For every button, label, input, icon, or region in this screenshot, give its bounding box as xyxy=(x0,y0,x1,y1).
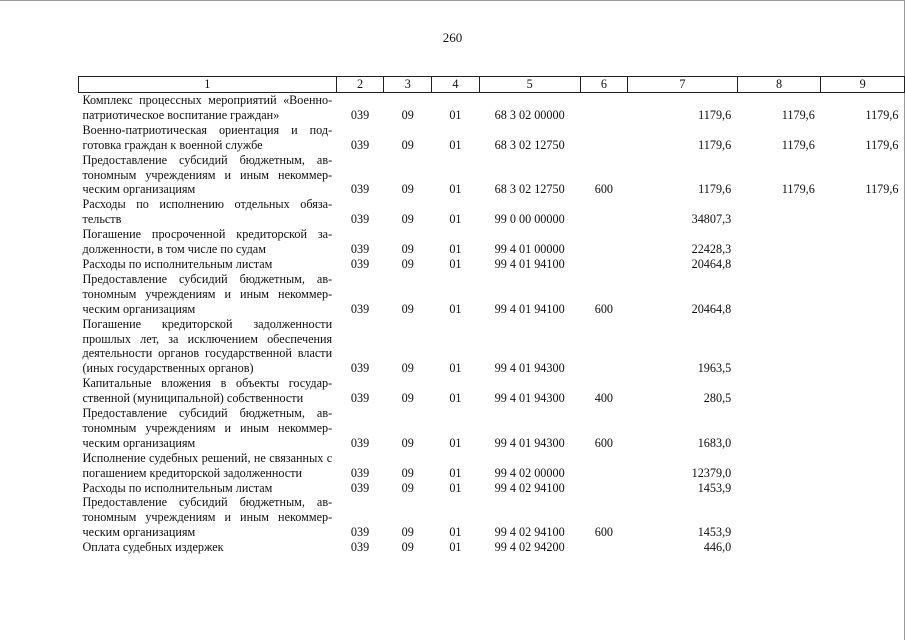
code-admin: 039 xyxy=(350,465,370,480)
column-header: 9 xyxy=(821,77,905,93)
row-name: Предоставление субсидий бюджетным, автономным учреждениям и иным некоммерческим организациям xyxy=(82,152,333,197)
amount-year-3 xyxy=(821,257,905,272)
amount-year-2: 1179,6 xyxy=(781,137,815,152)
amount-year-1: 34807,3 xyxy=(691,212,732,227)
code-expense-type xyxy=(580,93,628,123)
row-name: Расходы по исполнительным листам xyxy=(82,256,273,271)
table-row xyxy=(79,540,905,555)
code-target: 99 4 02 94200 xyxy=(494,540,565,555)
row-name: Комплекс процессных мероприятий «Военно-патриотическое воспитание граждан» xyxy=(82,93,333,122)
code-section: 09 xyxy=(401,212,414,227)
code-section: 09 xyxy=(401,256,414,271)
page-number: 260 xyxy=(442,30,463,45)
code-subsection: 01 xyxy=(449,182,462,197)
amount-year-1: 1453,9 xyxy=(697,525,732,540)
amount-year-3 xyxy=(821,451,905,481)
code-target: 68 3 02 12750 xyxy=(494,137,565,152)
amount-year-1: 1453,9 xyxy=(697,480,732,495)
amount-year-1: 12379,0 xyxy=(691,465,732,480)
amount-year-3 xyxy=(821,495,905,540)
code-admin: 039 xyxy=(350,525,370,540)
code-admin: 039 xyxy=(350,242,370,257)
amount-year-2 xyxy=(737,227,821,257)
code-expense-type xyxy=(580,227,628,257)
code-subsection: 01 xyxy=(449,107,462,122)
row-name: Предоставление субсидий бюджетным, автономным учреждениям и иным некоммерческим организациям xyxy=(82,271,333,316)
code-target: 99 4 02 94100 xyxy=(494,480,565,495)
code-admin: 039 xyxy=(350,256,370,271)
code-admin: 039 xyxy=(350,361,370,376)
code-expense-type xyxy=(580,540,628,555)
code-expense-type xyxy=(580,257,628,272)
table-row xyxy=(79,376,905,406)
amount-year-2 xyxy=(737,495,821,540)
code-expense-type xyxy=(580,317,628,377)
amount-year-1: 280,5 xyxy=(703,391,732,406)
amount-year-2: 1179,6 xyxy=(781,182,815,197)
row-name: Предоставление субсидий бюджетным, автономным учреждениям и иным некоммерческим организациям xyxy=(82,495,333,540)
column-header: 8 xyxy=(737,77,821,93)
code-subsection: 01 xyxy=(449,137,462,152)
row-name: Исполнение судебных решений, не связанных с погашением кредиторской задолженности xyxy=(82,450,333,480)
amount-year-1: 20464,8 xyxy=(691,256,732,271)
code-target: 99 4 02 00000 xyxy=(494,465,565,480)
amount-year-1: 1179,6 xyxy=(698,137,732,152)
row-name: Расходы по исполнению отдельных обязательств xyxy=(82,197,333,227)
column-header: 1 xyxy=(79,77,337,93)
amount-year-2 xyxy=(737,317,821,377)
amount-year-3 xyxy=(821,481,905,496)
table-row xyxy=(79,197,905,227)
table-row xyxy=(79,93,905,123)
amount-year-1: 1683,0 xyxy=(697,435,732,450)
table-row xyxy=(79,495,905,540)
code-section: 09 xyxy=(401,465,414,480)
code-section: 09 xyxy=(401,301,414,316)
amount-year-1: 22428,3 xyxy=(691,242,732,257)
code-expense-type xyxy=(580,123,628,153)
code-admin: 039 xyxy=(350,480,370,495)
table-row xyxy=(79,451,905,481)
code-expense-type: 600 xyxy=(594,435,614,450)
amount-year-3 xyxy=(821,272,905,317)
code-section: 09 xyxy=(401,182,414,197)
code-subsection: 01 xyxy=(449,480,462,495)
code-section: 09 xyxy=(401,435,414,450)
amount-year-2 xyxy=(737,197,821,227)
code-admin: 039 xyxy=(350,107,370,122)
code-section: 09 xyxy=(401,242,414,257)
code-section: 09 xyxy=(401,107,414,122)
amount-year-3: 1179,6 xyxy=(865,137,899,152)
code-section: 09 xyxy=(401,525,414,540)
amount-year-2 xyxy=(737,451,821,481)
code-target: 99 4 01 94300 xyxy=(494,361,565,376)
column-header: 2 xyxy=(336,77,384,93)
code-target: 99 4 01 94100 xyxy=(494,301,565,316)
amount-year-2: 1179,6 xyxy=(781,107,815,122)
row-name: Оплата судебных издержек xyxy=(82,540,224,555)
table-row xyxy=(79,406,905,451)
code-subsection: 01 xyxy=(449,212,462,227)
amount-year-1: 1963,5 xyxy=(697,361,732,376)
row-name: Погашение просроченной кредиторской задолженности, в том числе по судам xyxy=(82,227,333,257)
code-section: 09 xyxy=(401,391,414,406)
code-section: 09 xyxy=(401,540,414,555)
row-name: Погашение кредиторской задолженности прошлых лет, за исключением обеспечения деятельности органов государственной власти (иных государственных органов) xyxy=(82,316,333,376)
code-section: 09 xyxy=(401,480,414,495)
code-target: 99 4 01 94300 xyxy=(494,391,565,406)
column-header: 5 xyxy=(479,77,580,93)
amount-year-1: 20464,8 xyxy=(691,301,732,316)
code-subsection: 01 xyxy=(449,256,462,271)
page-edge-top xyxy=(0,0,905,1)
table-row xyxy=(79,317,905,377)
amount-year-1: 446,0 xyxy=(703,540,732,555)
row-name: Военно-патриотическая ориентация и подготовка граждан к военной службе xyxy=(82,122,333,152)
amount-year-3 xyxy=(821,227,905,257)
code-subsection: 01 xyxy=(449,540,462,555)
code-expense-type: 600 xyxy=(594,182,614,197)
amount-year-3 xyxy=(821,376,905,406)
code-admin: 039 xyxy=(350,301,370,316)
amount-year-2 xyxy=(737,272,821,317)
code-subsection: 01 xyxy=(449,361,462,376)
amount-year-3 xyxy=(821,197,905,227)
table-row xyxy=(79,481,905,496)
amount-year-3: 1179,6 xyxy=(865,107,899,122)
row-name: Капитальные вложения в объекты государственной (муниципальной) собственности xyxy=(82,376,333,406)
amount-year-2 xyxy=(737,481,821,496)
code-expense-type: 600 xyxy=(594,525,614,540)
table-row xyxy=(79,123,905,153)
code-expense-type: 600 xyxy=(594,301,614,316)
amount-year-2 xyxy=(737,257,821,272)
code-admin: 039 xyxy=(350,540,370,555)
amount-year-2 xyxy=(737,376,821,406)
column-header: 3 xyxy=(384,77,432,93)
code-subsection: 01 xyxy=(449,391,462,406)
table-row xyxy=(79,272,905,317)
code-section: 09 xyxy=(401,137,414,152)
amount-year-2 xyxy=(737,406,821,451)
code-expense-type: 400 xyxy=(594,391,614,406)
code-expense-type xyxy=(580,197,628,227)
code-admin: 039 xyxy=(350,137,370,152)
table-body xyxy=(79,93,905,556)
column-header: 4 xyxy=(432,77,480,93)
code-target: 99 0 00 00000 xyxy=(494,212,565,227)
code-target: 99 4 01 00000 xyxy=(494,242,565,257)
code-subsection: 01 xyxy=(449,435,462,450)
code-admin: 039 xyxy=(350,212,370,227)
code-expense-type xyxy=(580,481,628,496)
amount-year-2 xyxy=(737,540,821,555)
row-name: Предоставление субсидий бюджетным, автономным учреждениям и иным некоммерческим организациям xyxy=(82,406,333,450)
code-subsection: 01 xyxy=(449,242,462,257)
code-target: 68 3 02 12750 xyxy=(494,182,565,197)
code-section: 09 xyxy=(401,361,414,376)
code-expense-type xyxy=(580,451,628,481)
amount-year-3 xyxy=(821,406,905,451)
amount-year-1: 1179,6 xyxy=(698,182,732,197)
amount-year-3 xyxy=(821,317,905,377)
code-admin: 039 xyxy=(350,182,370,197)
table-row xyxy=(79,153,905,198)
code-admin: 039 xyxy=(350,435,370,450)
code-subsection: 01 xyxy=(449,301,462,316)
amount-year-3: 1179,6 xyxy=(865,182,899,197)
code-target: 99 4 01 94100 xyxy=(494,256,565,271)
code-target: 99 4 01 94300 xyxy=(494,435,565,450)
table-row xyxy=(79,257,905,272)
table-header-row xyxy=(79,77,905,93)
column-header: 7 xyxy=(628,77,737,93)
row-name: Расходы по исполнительным листам xyxy=(82,480,273,495)
amount-year-1: 1179,6 xyxy=(698,107,732,122)
code-target: 68 3 02 00000 xyxy=(494,107,565,122)
budget-table xyxy=(78,76,905,555)
amount-year-3 xyxy=(821,540,905,555)
code-target: 99 4 02 94100 xyxy=(494,525,565,540)
code-subsection: 01 xyxy=(449,525,462,540)
code-subsection: 01 xyxy=(449,465,462,480)
code-admin: 039 xyxy=(350,391,370,406)
column-header: 6 xyxy=(580,77,628,93)
table-row xyxy=(79,227,905,257)
